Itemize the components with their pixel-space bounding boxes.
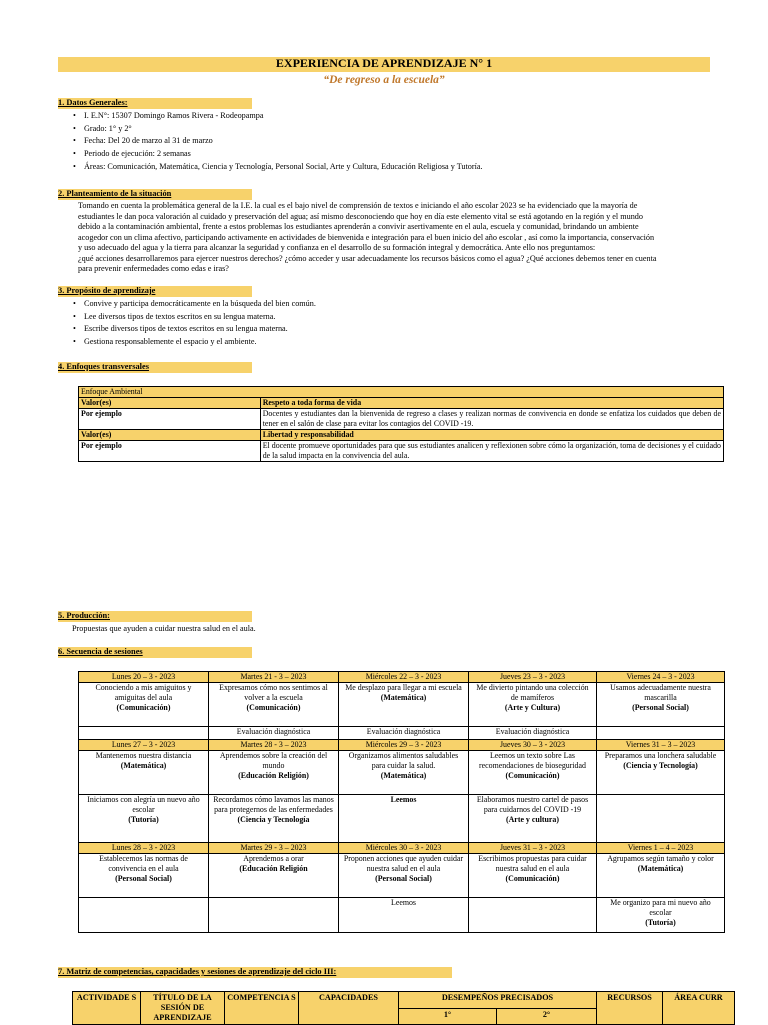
session-title: Leemos <box>390 795 417 804</box>
situation-line: estudiantes le dan poca valoración al cuidado y preservación del agua; así mismo desconociendo que hoy en día este elemento vital se está agotando en la región y el mundo <box>78 211 643 221</box>
session-area: (Comunicación) <box>116 703 171 712</box>
day-header: Viernes 1 – 4 – 2023 <box>597 843 725 854</box>
session-cell <box>79 854 209 898</box>
session-cell <box>79 795 209 843</box>
session-cell <box>469 854 597 898</box>
session-title: Organizamos alimentos saludables para cuidar la salud. <box>348 751 459 770</box>
enfoques-row <box>79 441 724 462</box>
session-title: Conociendo a mis amiguitos y amiguitas del aula <box>95 683 192 702</box>
session-area: (Ciencia y Tecnología) <box>623 761 698 770</box>
matrix-header-row <box>73 992 735 1009</box>
ejemplo-text: El docente promueve oportunidades para que sus estudiantes analicen y reflexionen sobre cómo la organización, toma de decisiones y el cuidado de la salud impacta en la convivencia del aula. <box>260 441 723 462</box>
session-title: Evaluación diagnóstica <box>236 727 311 736</box>
session-area: (Tutoría) <box>645 918 676 927</box>
session-cell <box>209 795 339 843</box>
day-header: Jueves 30 – 3 - 2023 <box>469 740 597 751</box>
session-cell <box>339 727 469 740</box>
session-row <box>79 751 725 795</box>
page-title: EXPERIENCIA DE APRENDIZAJE N° 1 <box>275 56 493 70</box>
produccion-text: Propuestas que ayuden a cuidar nuestra salud en el aula. <box>72 624 256 633</box>
session-title: Aprendemos a orar <box>243 854 304 863</box>
situation-line: para prevenir enfermedades como edas e iras? <box>78 264 229 273</box>
valor-text: Libertad y responsabilidad <box>260 430 723 441</box>
section-3-heading: 3. Propósito de aprendizaje <box>58 286 156 295</box>
session-title: Me organizo para mi nuevo año escolar <box>610 898 711 917</box>
ejemplo-label: Por ejemplo <box>79 441 261 462</box>
sessions-table <box>78 671 725 933</box>
session-area: (Comunicación) <box>505 771 560 780</box>
session-cell <box>209 898 339 933</box>
session-title: Expresamos cómo nos sentimos al volver a la escuela <box>219 683 328 702</box>
situation-line: ¿qué acciones desarrollaremos para ejercer nuestros derechos? ¿cómo acceder y usar adecuadamente los recursos básicos como el agua? ¿Qué acciones debemos tener en cuenta <box>78 253 657 263</box>
matrix-sub-2: 2° <box>497 1008 597 1025</box>
session-area: (Matemática) <box>120 761 167 770</box>
matrix-col-area: ÁREA CURR <box>663 992 735 1025</box>
session-cell <box>469 683 597 727</box>
session-cell <box>339 795 469 843</box>
session-title: Preparamos una lonchera saludable <box>604 751 717 760</box>
session-cell <box>339 854 469 898</box>
valor-label: Valor(es) <box>79 430 261 441</box>
datos-list <box>72 110 483 173</box>
session-area: (Personal Social) <box>375 874 432 883</box>
session-cell <box>79 751 209 795</box>
day-header: Jueves 23 – 3 - 2023 <box>469 672 597 683</box>
day-header-row <box>79 672 725 683</box>
section-6-heading: 6. Secuencia de sesiones <box>58 647 143 656</box>
session-area: (Educación Religión <box>239 864 308 873</box>
datos-item: • Áreas: Comunicación, Matemática, Ciencia y Tecnología, Personal Social, Arte y Cultura, Educación Religiosa y Tutoría. <box>72 161 483 174</box>
session-area: (Comunicación) <box>505 874 560 883</box>
session-title: Establecemos las normas de convivencia en el aula <box>99 854 188 873</box>
proposito-item: • Escribe diversos tipos de textos escritos en su lengua materna. <box>72 323 316 336</box>
proposito-item: • Lee diversos tipos de textos escritos en su lengua materna. <box>72 311 316 324</box>
session-area: (Matemática) <box>637 864 684 873</box>
session-cell <box>469 727 597 740</box>
session-title: Escribimos propuestas para cuidar nuestra salud en el aula <box>478 854 587 873</box>
enfoques-title-row <box>79 387 724 398</box>
session-area: (Personal Social) <box>632 703 689 712</box>
proposito-item: • Convive y participa democráticamente en la búsqueda del bien común. <box>72 298 316 311</box>
session-title: Agrupamos según tamaño y color <box>607 854 714 863</box>
enfoques-row <box>79 430 724 441</box>
session-row <box>79 898 725 933</box>
session-title: Recordamos cómo lavamos las manos para protegernos de las enfermedades <box>213 795 334 814</box>
day-header: Martes 28 - 3 – 2023 <box>209 740 339 751</box>
day-header: Lunes 28 – 3 - 2023 <box>79 843 209 854</box>
ejemplo-label: Por ejemplo <box>79 409 261 430</box>
session-row <box>79 795 725 843</box>
session-title: Iniciamos con alegría un nuevo año escolar <box>87 795 200 814</box>
day-header-row <box>79 740 725 751</box>
session-title: Evaluación diagnóstica <box>366 727 441 736</box>
matrix-col-desempenos: DESEMPEÑOS PRECISADOS <box>399 992 597 1009</box>
datos-item: • Grado: 1° y 2° <box>72 123 483 136</box>
session-cell <box>209 854 339 898</box>
enfoques-row <box>79 409 724 430</box>
day-header: Martes 29 - 3 – 2023 <box>209 843 339 854</box>
day-header: Martes 21 - 3 – 2023 <box>209 672 339 683</box>
day-header: Lunes 27 – 3 - 2023 <box>79 740 209 751</box>
section-1-heading: 1. Datos Generales: <box>58 98 128 107</box>
session-title: Me desplazo para llegar a mi escuela <box>345 683 462 692</box>
section-2-heading: 2. Planteamiento de la situación <box>58 189 172 198</box>
session-title: Mantenemos nuestra distancia <box>95 751 192 760</box>
valor-text: Respeto a toda forma de vida <box>260 398 723 409</box>
session-title: Leemos <box>391 898 416 907</box>
enfoque-ambiental-label: Enfoque Ambiental <box>79 387 724 398</box>
session-title: Me divierto pintando una colección de mamíferos <box>476 683 589 702</box>
proposito-item: • Gestiona responsablemente el espacio y el ambiente. <box>72 336 316 349</box>
session-title: Leemos un texto sobre Las recomendaciones de bioseguridad <box>479 751 586 770</box>
session-cell <box>339 898 469 933</box>
situation-line: acogedor con un clima afectivo, participando activamente en actividades de bienvenida e integración para el buen inicio del año escolar , así como la importancia, conservación <box>78 232 655 242</box>
matrix-col-actividades: ACTIVIDADE S <box>73 992 141 1025</box>
session-area: (Personal Social) <box>115 874 172 883</box>
matrix-table <box>72 991 735 1025</box>
session-area: (Tutoría) <box>128 815 159 824</box>
session-title: Evaluación diagnóstica <box>495 727 570 736</box>
day-header: Jueves 31 – 3 - 2023 <box>469 843 597 854</box>
session-row <box>79 854 725 898</box>
matrix-sub-1: 1° <box>399 1008 497 1025</box>
session-title: Aprendemos sobre la creación del mundo <box>219 751 328 770</box>
matrix-col-titulo: TÍTULO DE LA SESIÓN DE APRENDIZAJE <box>141 992 225 1025</box>
session-row <box>79 683 725 727</box>
session-area: (Arte y cultura) <box>505 815 560 824</box>
session-area: (Ciencia y Tecnología <box>237 815 310 824</box>
session-cell <box>597 727 725 740</box>
session-cell <box>597 751 725 795</box>
session-area: (Matemática) <box>380 693 427 702</box>
session-cell <box>597 795 725 843</box>
session-cell <box>597 854 725 898</box>
session-cell <box>209 751 339 795</box>
valor-label: Valor(es) <box>79 398 261 409</box>
situation-paragraph <box>72 201 724 275</box>
section-5-heading: 5. Producción: <box>58 611 110 620</box>
day-header: Miércoles 29 – 3 - 2023 <box>339 740 469 751</box>
session-area: (Arte y Cultura) <box>504 703 561 712</box>
session-cell <box>597 683 725 727</box>
session-cell <box>79 683 209 727</box>
section-4-heading: 4. Enfoques transversales <box>58 362 149 371</box>
session-area: (Comunicación) <box>246 703 301 712</box>
session-cell <box>469 795 597 843</box>
section-7-heading: 7. Matriz de competencias, capacidades y sesiones de aprendizaje del ciclo III: <box>58 967 337 976</box>
enfoques-table <box>78 386 724 462</box>
day-header: Lunes 20 – 3 - 2023 <box>79 672 209 683</box>
proposito-list <box>72 298 316 349</box>
day-header: Miércoles 30 – 3 - 2023 <box>339 843 469 854</box>
session-cell <box>339 683 469 727</box>
session-title: Elaboramos nuestro cartel de pasos para cuidarnos del COVID -19 <box>476 795 589 814</box>
ejemplo-text: Docentes y estudiantes dan la bienvenida de regreso a clases y realizan normas de convivencia en donde se enfatiza los cuidados que deben de tener en el salón de clase para evitar los contagios del COVID -19. <box>260 409 723 430</box>
situation-line: debido a la contaminación ambiental, frente a estos problemas los estudiantes aprenderán a convivir asertivamente en el aula, escuela y comunidad, brindando un ambiente <box>78 222 639 231</box>
enfoques-row <box>79 398 724 409</box>
session-cell <box>597 898 725 933</box>
session-cell <box>79 898 209 933</box>
matrix-col-recursos: RECURSOS <box>597 992 663 1025</box>
session-cell <box>339 751 469 795</box>
datos-item: • Periodo de ejecución: 2 semanas <box>72 148 483 161</box>
session-area: (Matemática) <box>380 771 427 780</box>
session-cell <box>209 727 339 740</box>
situation-line: Tomando en cuenta la problemática general de la I.E. la cual es el bajo nivel de comprensión de textos e iniciando el año escolar 2023 se ha evidenciado que la mayoría de <box>78 201 638 210</box>
datos-item: • I. E.N°: 15307 Domingo Ramos Rivera - Rodeopampa <box>72 110 483 123</box>
datos-item: • Fecha: Del 20 de marzo al 31 de marzo <box>72 135 483 148</box>
session-title: Proponen acciones que ayuden cuidar nuestra salud en el aula <box>343 854 464 873</box>
matrix-col-capacidades: CAPACIDADES <box>299 992 399 1025</box>
session-title: Usamos adecuadamente nuestra mascarilla <box>610 683 711 702</box>
page-subtitle: “De regreso a la escuela” <box>323 74 445 86</box>
day-header: Viernes 31 – 3 – 2023 <box>597 740 725 751</box>
day-header-row <box>79 843 725 854</box>
session-cell <box>79 727 209 740</box>
day-header: Viernes 24 – 3 - 2023 <box>597 672 725 683</box>
session-cell <box>469 898 597 933</box>
matrix-col-competencias: COMPETENCIA S <box>225 992 299 1025</box>
session-cell <box>209 683 339 727</box>
session-row <box>79 727 725 740</box>
day-header: Miércoles 22 – 3 - 2023 <box>339 672 469 683</box>
situation-line: y uso adecuado del agua y la tierra para alcanzar la seguridad y confianza en el desarrollo de su formación integral y democrática. Ante ello nos preguntamos: <box>78 243 596 252</box>
session-cell <box>469 751 597 795</box>
session-area: (Educación Religión) <box>238 771 309 780</box>
